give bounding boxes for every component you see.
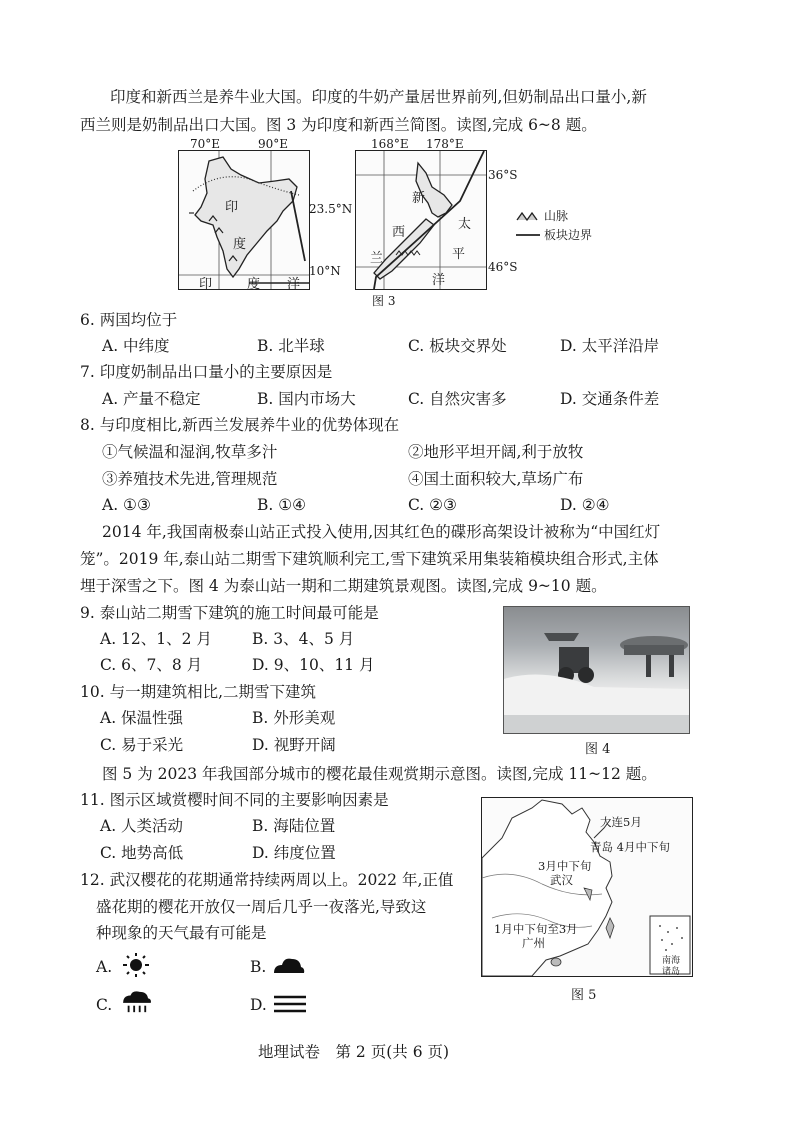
legend-mountain: 山脉 (544, 209, 569, 223)
page-footer: 地理试卷 第 2 页(共 6 页) (258, 1043, 450, 1061)
q10-option-d[interactable]: D. 视野开阔 (252, 736, 336, 754)
india-map-drawing (179, 151, 309, 289)
q10-stem: 10. 与一期建筑相比,二期雪下建筑 (80, 683, 317, 701)
india-lat-10: 10°N (309, 264, 341, 278)
q9-option-c[interactable]: C. 6、7、8 月 (100, 656, 203, 674)
q12-stem-line-2: 盛花期的樱花开放仅一周后几乎一夜落光,导致这 (96, 898, 427, 916)
guangzhou-label: 广州 (522, 936, 545, 950)
q10-option-c[interactable]: C. 易于采光 (100, 736, 184, 754)
intro-paragraph-2-cont-2: 埋于深雪之下。图 4 为泰山站一期和二期建筑景观图。读图,完成 9~10 题。 (80, 577, 607, 595)
new-zealand-map (355, 150, 487, 290)
sunny-icon[interactable] (118, 953, 154, 977)
nz-lat-46: 46°S (488, 260, 518, 274)
intro-paragraph-1: 印度和新西兰是养牛业大国。印度的牛奶产量居世界前列,但奶制品出口量小,新 (110, 88, 647, 106)
taishan-station-drawing (504, 607, 689, 733)
cloudy-icon[interactable] (270, 953, 306, 977)
q8-option-d[interactable]: D. ②④ (560, 496, 610, 514)
intro-paragraph-2-cont-1: 笼”。2019 年,泰山站二期雪下建筑顺利完工,雪下建筑采用集装箱模块组合形式,主体 (80, 550, 659, 568)
q12-option-b-label[interactable]: B. (250, 958, 267, 976)
q7-stem: 7. 印度奶制品出口量小的主要原因是 (80, 363, 333, 381)
taishan-station-photo (503, 606, 690, 734)
intro-paragraph-3: 图 5 为 2023 年我国部分城市的樱花最佳观赏期示意图。读图,完成 11~12 题。 (102, 765, 657, 783)
india-label-2: 度 (233, 237, 247, 252)
q8-option-c[interactable]: C. ②③ (408, 496, 457, 514)
nz-label-3: 兰 (370, 251, 384, 266)
q8-statement-1: ①气候温和湿润,牧草多汁 (102, 443, 278, 461)
q11-stem: 11. 图示区域赏樱时间不同的主要影响因素是 (80, 791, 389, 809)
q6-option-a[interactable]: A. 中纬度 (102, 337, 170, 355)
south-china-sea-label-2: 诸岛 (662, 967, 681, 977)
q12-stem-line-3: 种现象的天气最有可能是 (96, 924, 267, 942)
india-lon-90: 90°E (258, 137, 289, 151)
figure-3-caption: 图 3 (372, 294, 396, 308)
q8-option-a[interactable]: A. ①③ (102, 496, 151, 514)
nz-lon-168: 168°E (371, 137, 409, 151)
q7-option-b[interactable]: B. 国内市场大 (257, 390, 356, 408)
nz-label-1: 新 (412, 191, 426, 206)
figure-4-caption: 图 4 (585, 742, 611, 757)
q8-stem: 8. 与印度相比,新西兰发展养牛业的优势体现在 (80, 416, 400, 434)
q11-option-b[interactable]: B. 海陆位置 (252, 817, 336, 835)
q8-option-b[interactable]: B. ①④ (257, 496, 307, 514)
q9-option-d[interactable]: D. 9、10、11 月 (252, 656, 375, 674)
q11-option-d[interactable]: D. 纬度位置 (252, 844, 336, 862)
q11-option-c[interactable]: C. 地势高低 (100, 844, 184, 862)
indian-ocean-label-3: 洋 (287, 277, 301, 290)
q9-option-b[interactable]: B. 3、4、5 月 (252, 630, 355, 648)
india-label-1: 印 (225, 200, 239, 215)
q7-option-c[interactable]: C. 自然灾害多 (408, 390, 507, 408)
pacific-label-1: 太 (458, 217, 472, 232)
rain-icon[interactable] (118, 990, 154, 1014)
q10-option-b[interactable]: B. 外形美观 (252, 709, 336, 727)
q12-option-d-label[interactable]: D. (250, 996, 267, 1014)
dalian-label: 大连5月 (600, 815, 642, 829)
intro-paragraph-2: 2014 年,我国南极泰山站正式投入使用,因其红色的碟形高架设计被称为“中国红灯 (102, 523, 661, 541)
intro-paragraph-1-cont: 西兰则是奶制品出口大国。图 3 为印度和新西兰简图。读图,完成 6~8 题。 (80, 116, 597, 134)
q12-option-a-label[interactable]: A. (96, 958, 113, 976)
india-lat-23-5: 23.5°N (309, 202, 353, 216)
q8-statement-2: ②地形平坦开阔,利于放牧 (408, 443, 584, 461)
china-map-drawing (482, 798, 692, 976)
figure-5-caption: 图 5 (571, 988, 597, 1003)
qingdao-label: 青岛 4月中下旬 (590, 840, 670, 854)
nz-label-2: 西 (392, 225, 406, 240)
guangzhou-time-label: 1月中下旬至3月 (494, 922, 578, 936)
legend-plate-boundary: 板块边界 (544, 228, 593, 242)
india-lon-70: 70°E (190, 137, 221, 151)
q7-option-a[interactable]: A. 产量不稳定 (102, 390, 201, 408)
nz-lon-178: 178°E (426, 137, 464, 151)
fog-icon[interactable] (272, 992, 308, 1016)
q8-statement-4: ④国土面积较大,草场广布 (408, 470, 584, 488)
wuhan-time-label: 3月中下旬 (538, 859, 592, 873)
q12-option-c-label[interactable]: C. (96, 996, 113, 1014)
q6-option-b[interactable]: B. 北半球 (257, 337, 325, 355)
pacific-label-3: 洋 (432, 273, 446, 288)
q9-stem: 9. 泰山站二期雪下建筑的施工时间最可能是 (80, 604, 379, 622)
nz-lat-36: 36°S (488, 168, 518, 182)
q11-option-a[interactable]: A. 人类活动 (100, 817, 184, 835)
q12-stem-line-1: 12. 武汉樱花的花期通常持续两周以上。2022 年,正值 (80, 871, 454, 889)
q10-option-a[interactable]: A. 保温性强 (100, 709, 184, 727)
wuhan-label: 武汉 (550, 873, 573, 887)
q8-statement-3: ③养殖技术先进,管理规范 (102, 470, 278, 488)
plate-boundary-legend-icon (516, 232, 540, 238)
q6-option-c[interactable]: C. 板块交界处 (408, 337, 507, 355)
q7-option-d[interactable]: D. 交通条件差 (560, 390, 660, 408)
mountain-legend-icon (516, 210, 540, 222)
indian-ocean-label-1: 印 (199, 277, 213, 290)
q9-option-a[interactable]: A. 12、1、2 月 (100, 630, 212, 648)
indian-ocean-label-2: 度 (247, 277, 261, 290)
q6-option-d[interactable]: D. 太平洋沿岸 (560, 337, 660, 355)
india-map (178, 150, 310, 290)
china-cherry-blossom-map (481, 797, 693, 977)
pacific-label-2: 平 (452, 247, 466, 262)
q6-stem: 6. 两国均位于 (80, 311, 178, 329)
south-china-sea-label-1: 南海 (662, 956, 681, 966)
